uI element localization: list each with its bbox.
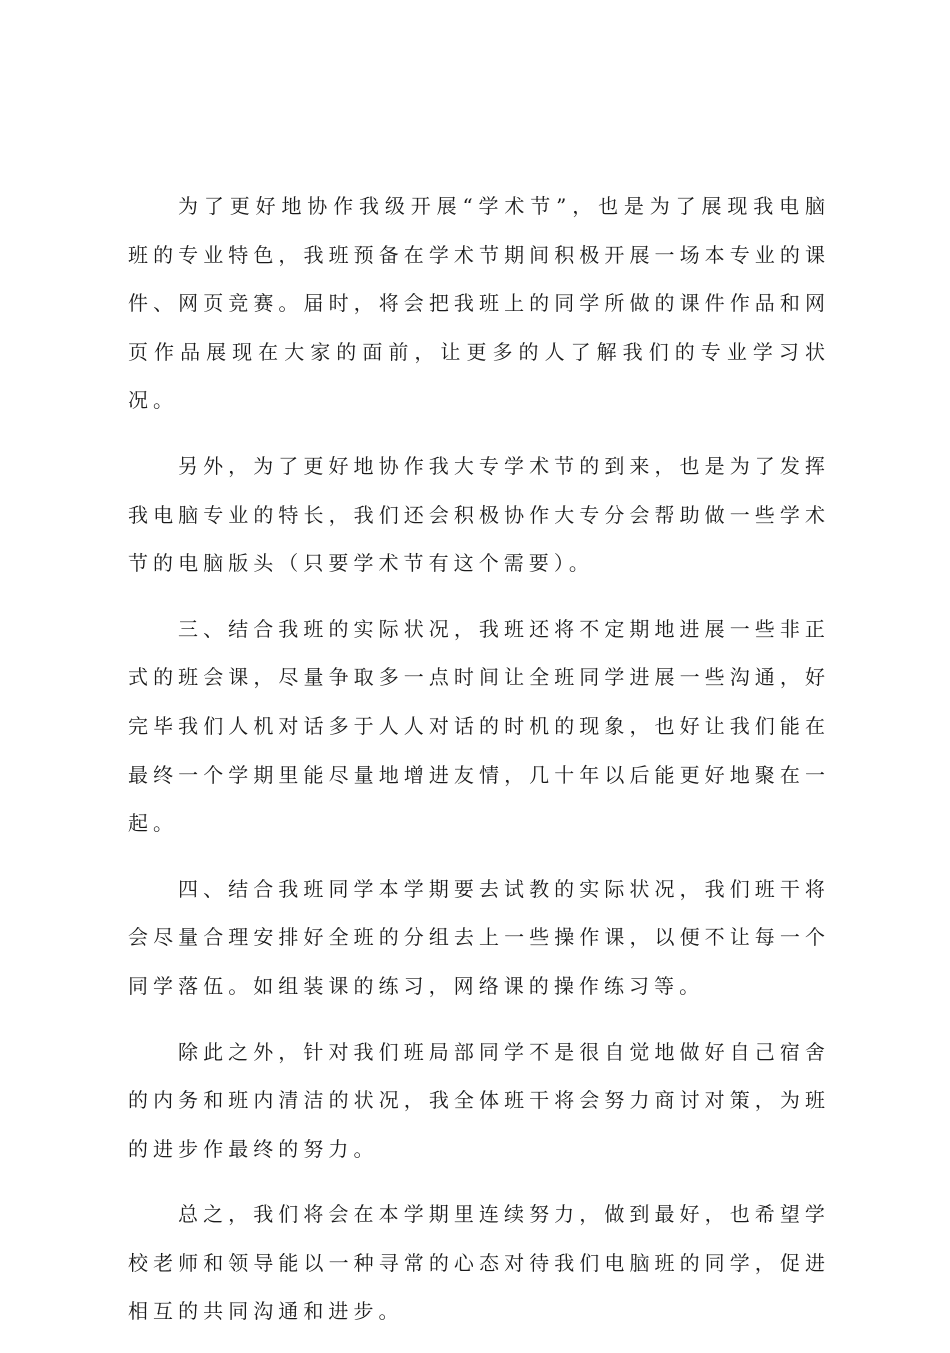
paragraph-class-meetings: 三、结合我班的实际状况，我班还将不定期地进展一些非正式的班会课，尽量争取多一点时间让全班同学进展一些沟通，好完毕我们人机对话多于人人对话的时机的现象，也好让我们能在最终一个学期里能尽量地增进友情，几十年以后能更好地聚在一起。 (128, 616, 830, 836)
paragraph-additional-support: 另外，为了更好地协作我大专学术节的到来，也是为了发挥我电脑专业的特长，我们还会积极协作大专分会帮助做一些学术节的电脑版头（只要学术节有这个需要）。 (128, 453, 830, 576)
paragraph-practice-lessons: 四、结合我班同学本学期要去试教的实际状况，我们班干将会尽量合理安排好全班的分组去上一些操作课，以便不让每一个同学落伍。如组装课的练习，网络课的操作练习等。 (128, 876, 830, 998)
paragraph-academic-festival: 为了更好地协作我级开展“学术节”，也是为了展现我电脑班的专业特色，我班预备在学术节期间积极开展一场本专业的课件、网页竞赛。届时，将会把我班上的同学所做的课件作品和网页作品展现在大家的面前，让更多的人了解我们的专业学习状况。 (128, 194, 830, 413)
paragraph-dorm-cleanliness: 除此之外，针对我们班局部同学不是很自觉地做好自己宿舍的内务和班内清洁的状况，我全体班干将会努力商讨对策，为班的进步作最终的努力。 (128, 1039, 830, 1161)
paragraph-conclusion: 总之，我们将会在本学期里连续努力，做到最好，也希望学校老师和领导能以一种寻常的心态对待我们电脑班的同学，促进相互的共同沟通和进步。 (128, 1202, 830, 1324)
document-body (128, 182, 830, 1353)
